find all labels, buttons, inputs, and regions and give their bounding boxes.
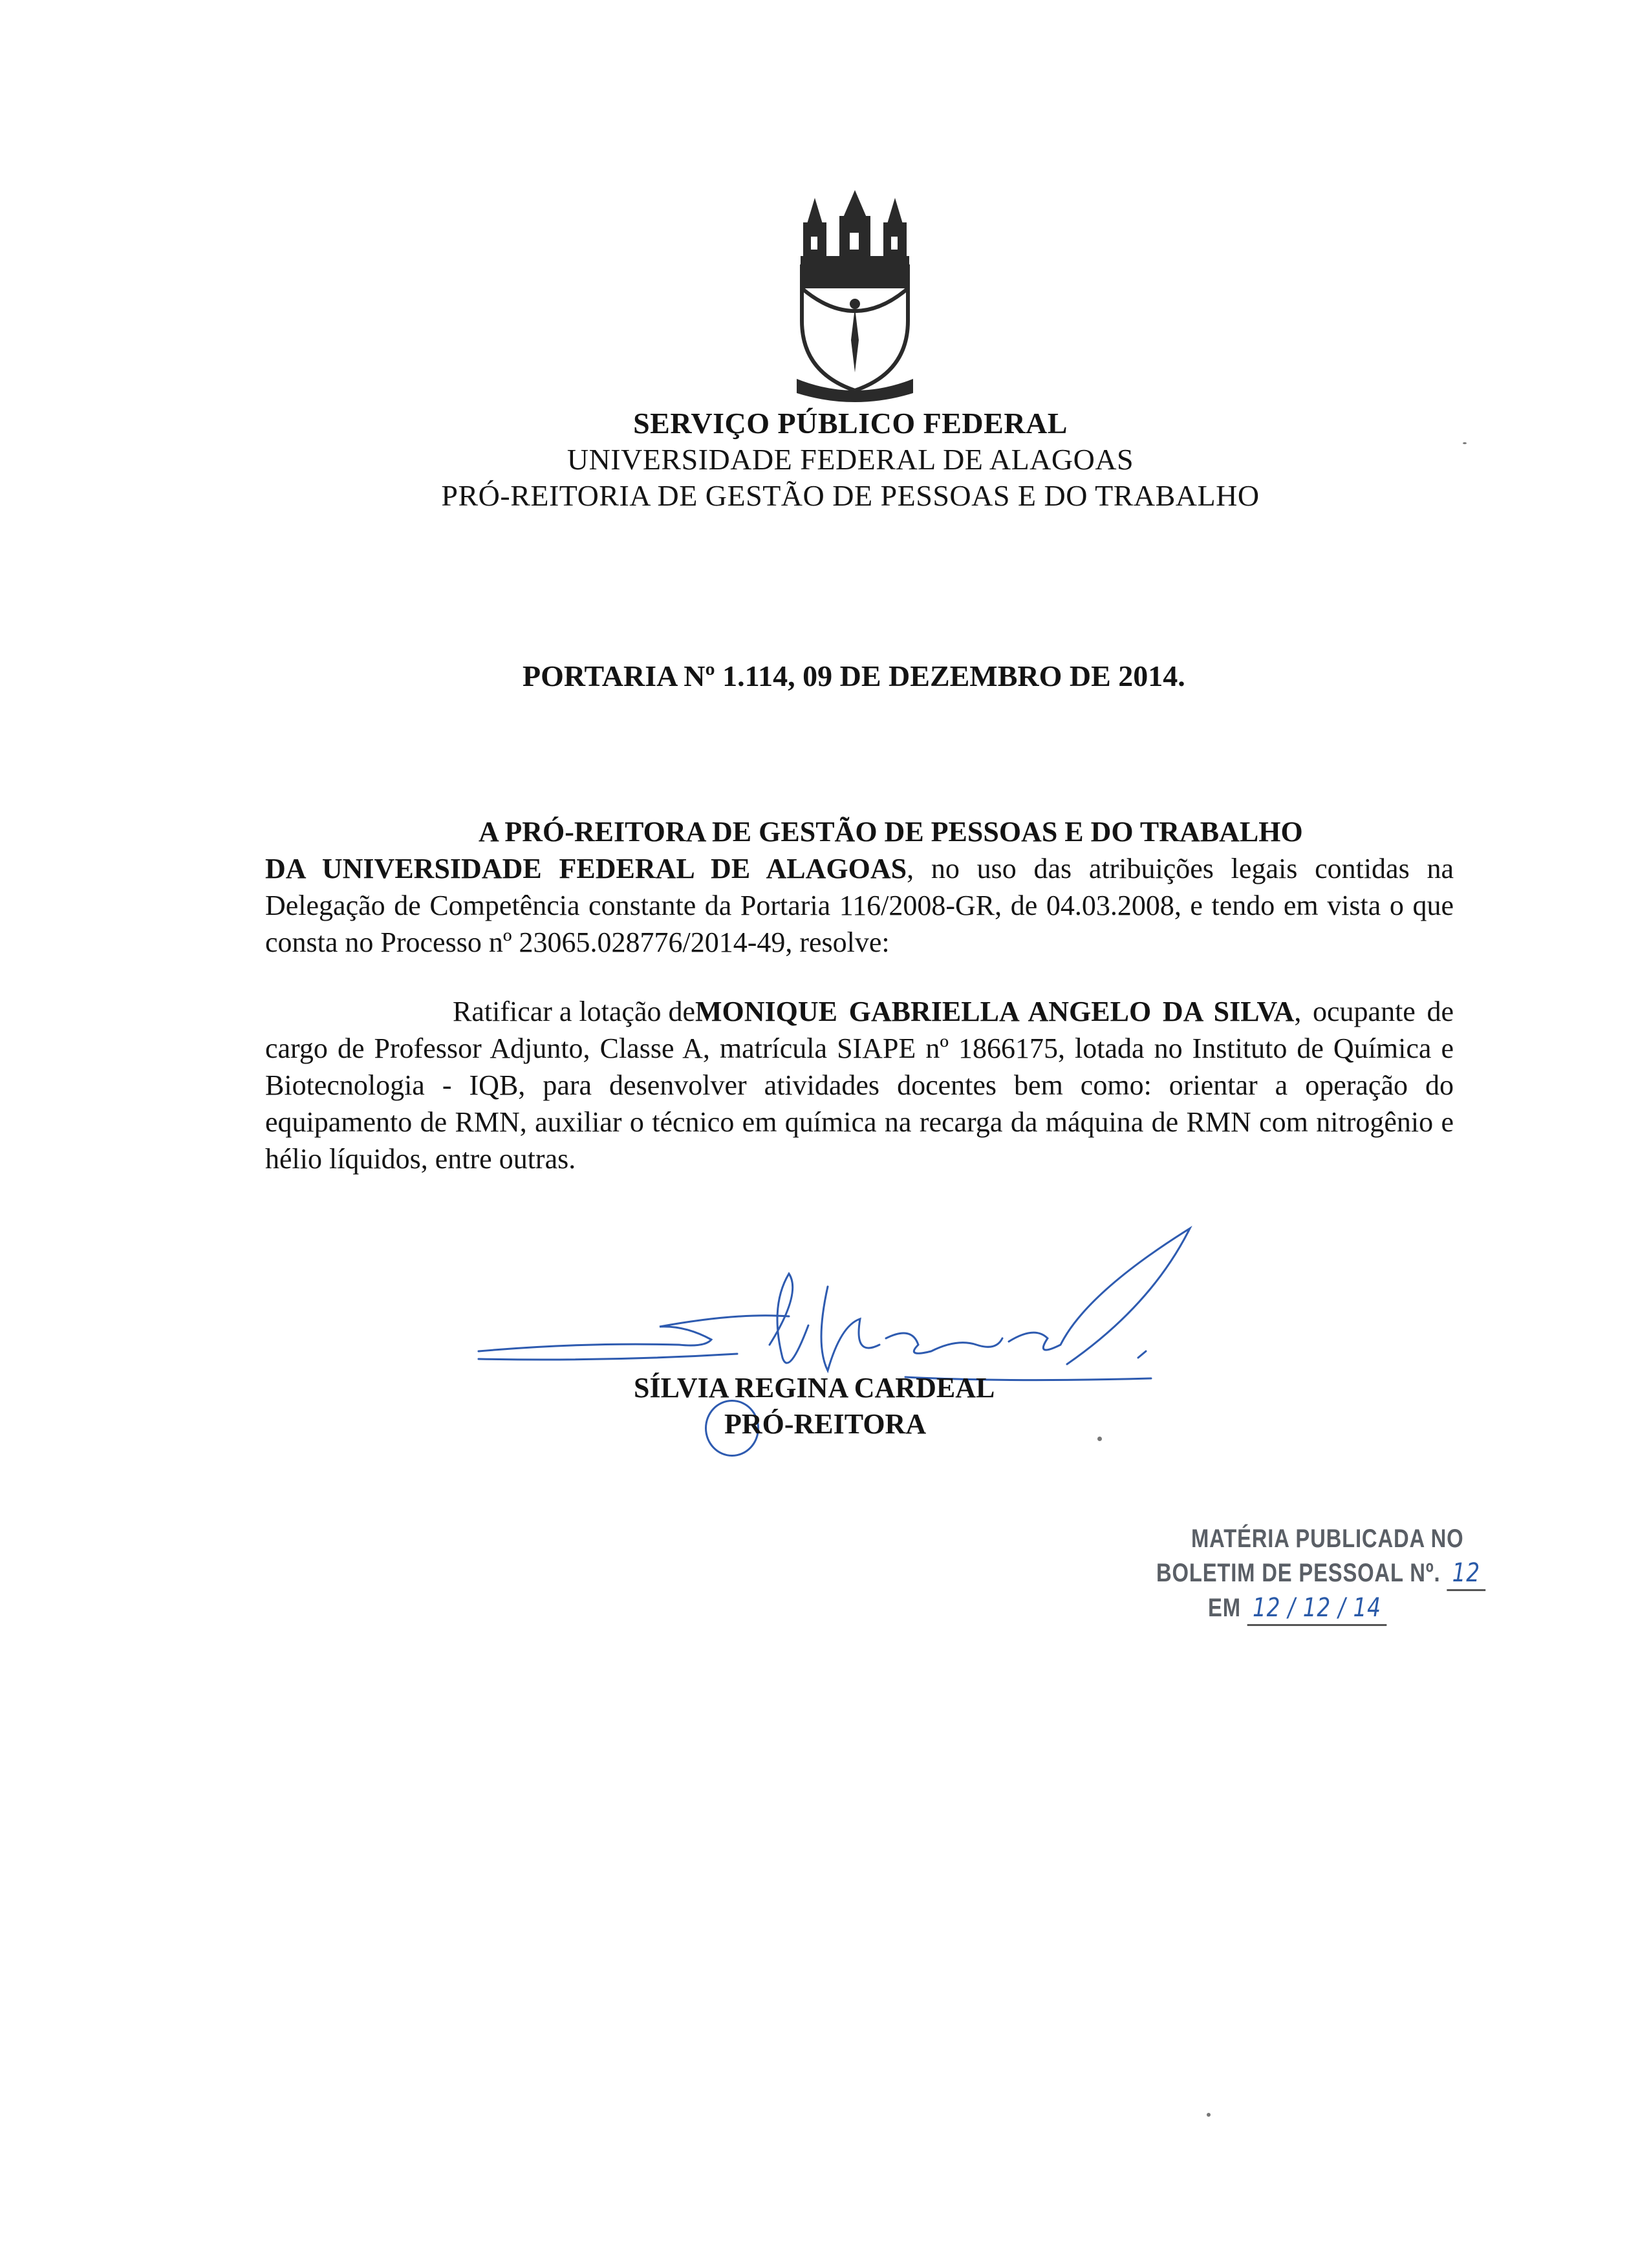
preamble-bold-lead-2: DA UNIVERSIDADE FEDERAL DE ALAGOAS <box>265 853 907 884</box>
stamp-date-value: 12 / 12 / 14 <box>1247 1592 1386 1626</box>
preamble-text: , no uso das atribuições legais contidas na Delegação de Competência constante da Portaria 116/2008-GR, de 04.03.2008, e tendo em vista o que consta no Processo nº 23065.028776/2014-49, resolve: <box>265 853 1454 958</box>
resolution-text-after: , ocupante de cargo de Professor Adjunto, Classe A, matrícula SIAPE nº 1866175, lotada no Instituto de Química e Biotecnologia - IQB, para desenvolver atividades docentes bem como: orientar a operação do equipamento de RMN, auxiliar o técnico em química na recarga da máquina de RMN com nitrogênio e hélio líquidos, entre outras. <box>265 996 1454 1175</box>
header-line-university: UNIVERSIDADE FEDERAL DE ALAGOAS <box>566 443 1134 476</box>
scan-speck <box>1463 442 1467 444</box>
preamble-bold-lead-1: A PRÓ-REITORA DE GESTÃO DE PESSOAS E DO TRABALHO <box>479 816 1303 848</box>
scan-speck <box>1097 1437 1102 1441</box>
university-crest-logo <box>794 185 916 403</box>
resolution-person-name: MONIQUE GABRIELLA ANGELO DA SILVA <box>695 996 1295 1027</box>
signer-role: PRÓ-REITORA <box>724 1408 927 1440</box>
publication-stamp-line3 <box>1208 1592 1386 1626</box>
resolution-paragraph <box>265 993 1454 1177</box>
stamp-date-label: EM <box>1208 1594 1241 1622</box>
preamble-paragraph <box>265 813 1454 961</box>
stamp-bulletin-number: 12 <box>1447 1557 1485 1591</box>
stamp-bulletin-label: BOLETIM DE PESSOAL Nº. <box>1156 1559 1441 1587</box>
publication-stamp-line1: MATÉRIA PUBLICADA NO <box>1191 1524 1464 1553</box>
publication-stamp-line2 <box>1156 1557 1485 1591</box>
scan-speck <box>1207 2113 1211 2117</box>
header-line-service: SERVIÇO PÚBLICO FEDERAL <box>633 407 1068 440</box>
header-line-prorectorate: PRÓ-REITORIA DE GESTÃO DE PESSOAS E DO TRABALHO <box>441 479 1260 512</box>
document-title: PORTARIA Nº 1.114, 09 DE DEZEMBRO DE 2014. <box>523 659 1185 692</box>
resolution-text-before: Ratificar a lotação de <box>453 996 696 1027</box>
signer-name: SÍLVIA REGINA CARDEAL <box>634 1372 995 1404</box>
